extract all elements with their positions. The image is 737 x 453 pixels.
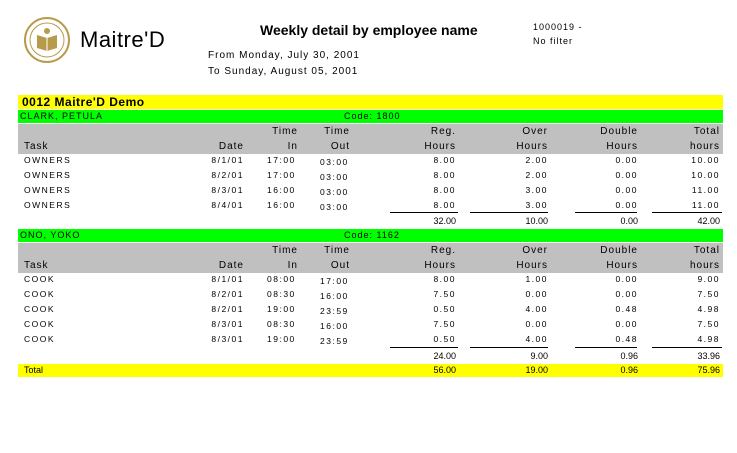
table-row: OWNERS 8/4/01 16:00 03:00 8.00 3.00 0.00 11.00 [24,200,720,212]
col-over-hours: Over [522,245,548,256]
maitred-logo-icon [24,17,70,63]
brand-name: Maitre'D [80,27,166,52]
divider [390,347,458,348]
employee-rows [18,153,723,213]
date-from: From Monday, July 30, 2001 [208,50,360,61]
employee-name: ONO, YOKO [20,230,81,240]
employee-code: Code: 1800 [344,111,401,121]
col-reg-hours: Hours [424,260,456,271]
column-header: Time In Time Out Reg. Hours Over Hours Double Hours Total hours Task Date [18,124,723,154]
divider [470,212,548,213]
col-date: Date [218,141,244,152]
report-info [533,20,583,48]
divider [470,347,548,348]
report-filter: No filter [533,36,574,46]
date-range [208,48,360,80]
employee-rows [18,272,723,347]
col-time-out: Time [324,245,350,256]
divider [575,347,637,348]
employee-bar [18,229,723,242]
divider [575,212,637,213]
col-time-out: Time [324,126,350,137]
col-task: Task [24,260,49,271]
table-row: COOK 8/2/01 19:00 23:59 0.50 4.00 0.48 4.98 [24,304,720,316]
report-number: 1000019 - [533,22,583,32]
col-double-hours: Double [600,245,638,256]
column-header: Time In Time Out Hours Reg. Over Hours Double Hours Total hours Task Date [18,243,723,273]
divider [652,212,722,213]
col-time-in: Time [272,126,298,137]
col-task: Task [24,141,49,152]
col-total-hours: Total [693,126,720,137]
employee-name: CLARK, PETULA [20,111,104,121]
col-time-in: Time [272,245,298,256]
table-row: COOK 8/2/01 08:30 16:00 7.50 0.00 0.00 7.50 [24,289,720,301]
table-row: COOK 8/3/01 19:00 23:59 0.50 4.00 0.48 4.98 [24,334,720,346]
col-date: Date [218,260,244,271]
divider [390,212,458,213]
col-reg-hours: Reg. [430,126,456,137]
grand-total-bar: Total 56.00 19.00 0.96 75.96 [18,364,723,377]
report-title: Weekly detail by employee name [260,22,478,38]
table-row: OWNERS 8/1/01 17:00 03:00 8.00 2.00 0.00 10.00 [24,155,720,167]
date-to: To Sunday, August 05, 2001 [208,66,359,77]
col-total-hours: Total [693,245,720,256]
table-row: COOK 8/1/01 08:00 17:00 8.00 1.00 0.00 9.00 [24,274,720,286]
col-double-hours: Double [600,126,638,137]
employee-bar [18,110,723,123]
table-row: OWNERS 8/3/01 16:00 03:00 8.00 3.00 0.00 11.00 [24,185,720,197]
col-over-hours: Over [522,126,548,137]
employee-code: Code: 1162 [344,230,400,240]
grand-total-label: Total [24,365,44,375]
site-header: 0012 Maitre'D Demo [18,95,723,109]
employee-subtotal: 24.00 9.00 0.96 33.96 [433,351,720,361]
divider [652,347,722,348]
employee-subtotal: 32.00 10.00 0.00 42.00 [433,216,720,226]
table-row: OWNERS 8/2/01 17:00 03:00 8.00 2.00 0.00 10.00 [24,170,720,182]
table-row: COOK 8/3/01 08:30 16:00 7.50 0.00 0.00 7.50 [24,319,720,331]
